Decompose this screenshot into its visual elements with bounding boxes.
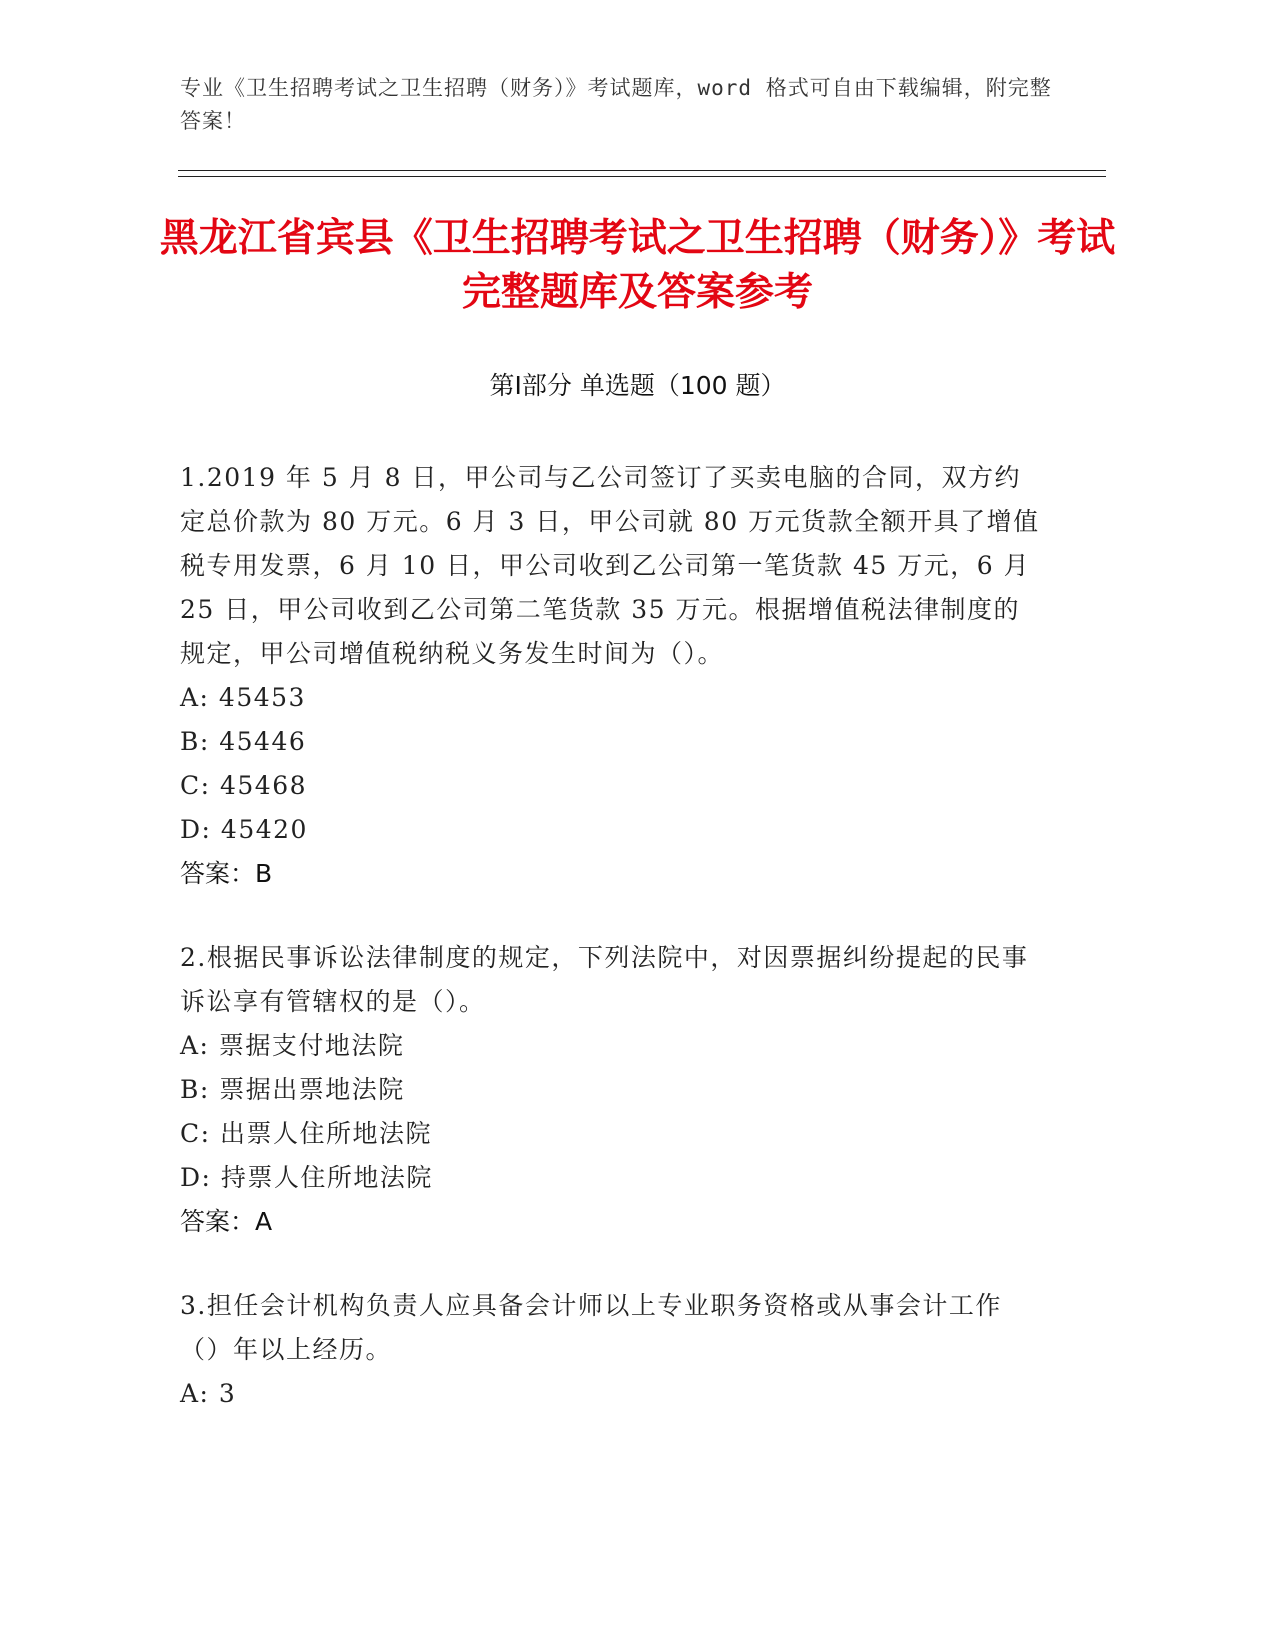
document-title: 黑龙江省宾县《卫生招聘考试之卫生招聘（财务）》考试完整题库及答案参考 xyxy=(159,216,1116,315)
option-a: A: 45453 xyxy=(180,683,306,712)
option-d: D: 45420 xyxy=(180,815,308,844)
question-stem: 2.根据民事诉讼法律制度的规定，下列法院中，对因票据纠纷提起的民事诉讼享有管辖权的是（）。 xyxy=(180,943,1029,1016)
header-divider-top xyxy=(178,170,1106,171)
question-2 xyxy=(180,936,1040,1244)
question-list xyxy=(180,456,1040,1456)
option-b: B: 票据出票地法院 xyxy=(180,1075,405,1104)
option-b: B: 45446 xyxy=(180,727,307,756)
header-note: 专业《卫生招聘考试之卫生招聘（财务）》考试题库，word 格式可自由下载编辑，附完整答案！ xyxy=(180,76,1052,133)
header-divider-bottom xyxy=(178,176,1106,177)
answer: 答案：A xyxy=(180,1207,273,1236)
option-a: A: 票据支付地法院 xyxy=(180,1031,405,1060)
option-a: A: 3 xyxy=(180,1379,237,1408)
question-stem: 1.2019 年 5 月 8 日，甲公司与乙公司签订了买卖电脑的合同，双方约定总价款为 80 万元。6 月 3 日，甲公司就 80 万元货款全额开具了增值税专用发票，6 月 10 日，甲公司收到乙公司第一笔货款 45 万元，6 月 25 日，甲公司收到乙公司第二笔货款 35 万元。根据增值税法律制度的规定，甲公司增值税纳税义务发生时间为（）。 xyxy=(180,463,1040,668)
option-c: C: 出票人住所地法院 xyxy=(180,1119,432,1148)
section-title: 第Ⅰ部分 单选题（100 题） xyxy=(489,371,786,400)
question-1 xyxy=(180,456,1040,896)
option-c: C: 45468 xyxy=(180,771,308,800)
option-d: D: 持票人住所地法院 xyxy=(180,1163,433,1192)
answer: 答案：B xyxy=(180,859,273,888)
question-stem: 3.担任会计机构负责人应具备会计师以上专业职务资格或从事会计工作（）年以上经历。 xyxy=(180,1291,1002,1364)
question-3 xyxy=(180,1284,1040,1416)
